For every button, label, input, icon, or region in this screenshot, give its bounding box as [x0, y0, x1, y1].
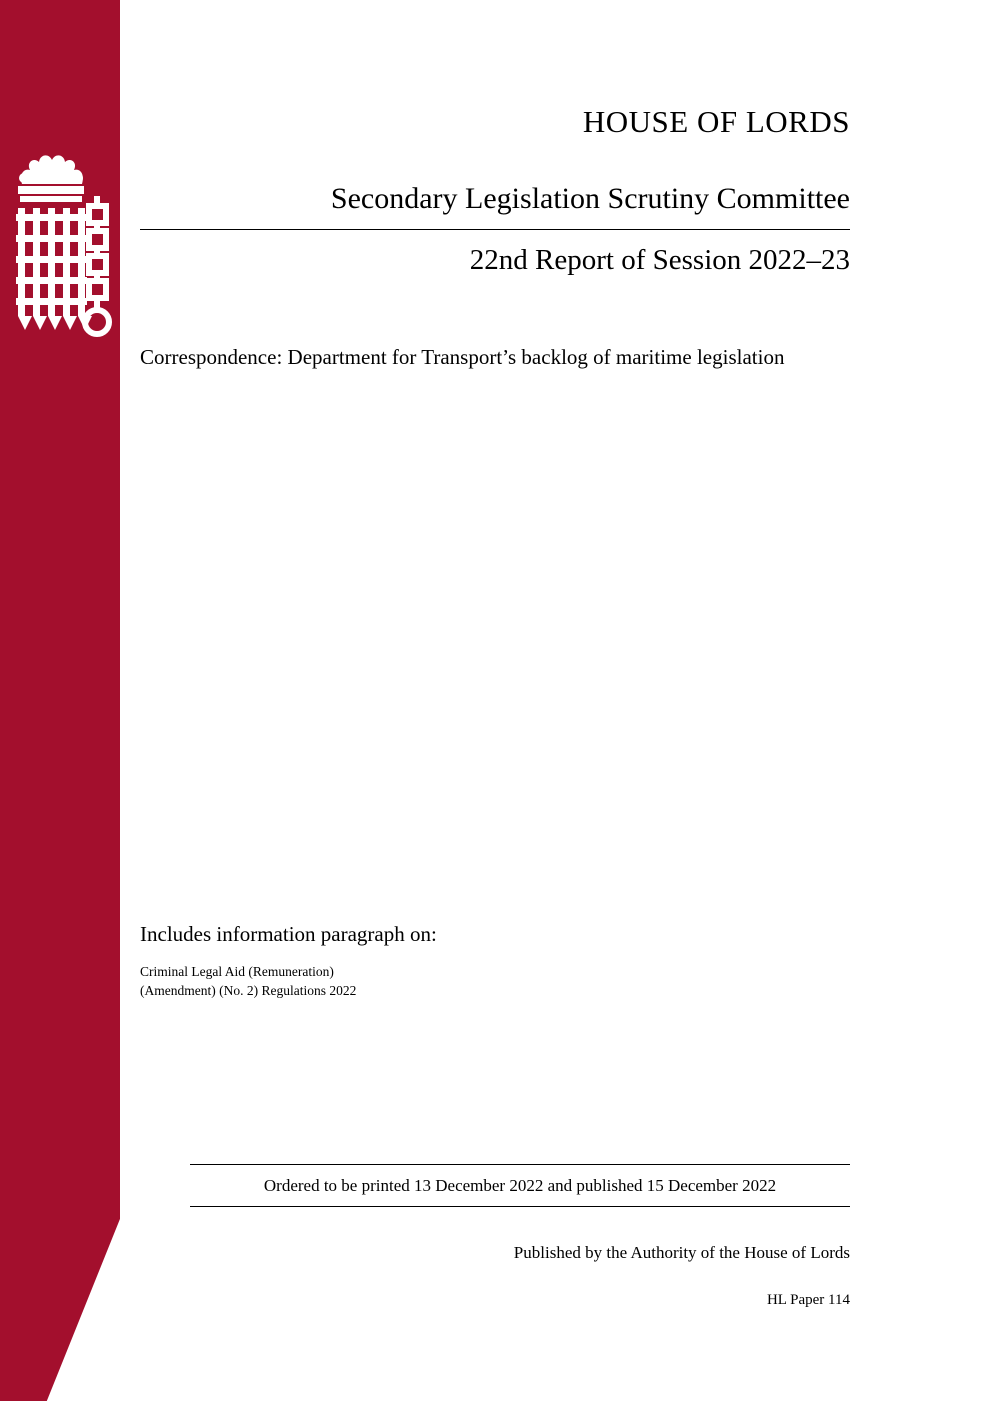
banner-shape: [0, 0, 120, 1401]
committee-name: Secondary Legislation Scrutiny Committee: [140, 182, 850, 230]
includes-list: [140, 962, 356, 1000]
committee-header: [140, 182, 850, 277]
includes-heading: Includes information paragraph on:: [140, 922, 437, 946]
list-item: (Amendment) (No. 2) Regulations 2022: [140, 983, 357, 999]
page-title: HOUSE OF LORDS: [582, 104, 850, 139]
portcullis-crest-icon: [4, 140, 116, 380]
title-page-content: [140, 0, 850, 1401]
red-side-banner: [0, 0, 120, 1401]
document-subject-title: Correspondence: Department for Transport’s backlog of maritime legislation: [140, 344, 785, 369]
published-by-line: Published by the Authority of the House of Lords: [513, 1243, 850, 1262]
report-session: 22nd Report of Session 2022–23: [469, 243, 850, 276]
print-and-publish-line: Ordered to be printed 13 December 2022 and published 15 December 2022: [190, 1164, 850, 1207]
paper-number: HL Paper 114: [766, 1292, 850, 1308]
list-item: Criminal Legal Aid (Remuneration): [140, 964, 334, 979]
